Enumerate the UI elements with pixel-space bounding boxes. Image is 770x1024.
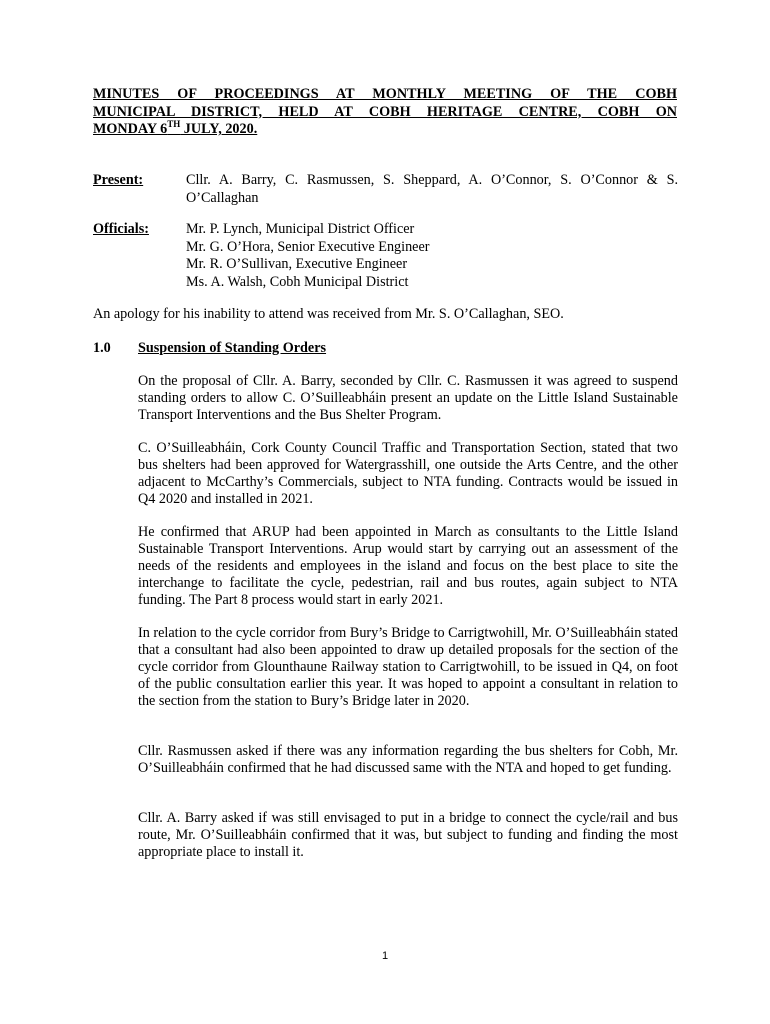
- title-date-prefix: MONDAY 6: [93, 121, 168, 137]
- apology-text: An apology for his inability to attend was received from Mr. S. O’Callaghan, SEO.: [93, 306, 564, 322]
- title-line-2: MUNICIPAL DISTRICT, HELD AT COBH HERITAGE CENTRE, COBH ON: [93, 103, 677, 120]
- present-list: [186, 172, 678, 207]
- title-date-suffix: TH: [167, 119, 181, 129]
- official-item: Ms. A. Walsh, Cobh Municipal District: [186, 273, 409, 290]
- official-item: Mr. R. O’Sullivan, Executive Engineer: [186, 256, 408, 272]
- paragraph-6: Cllr. A. Barry asked if was still envisaged to put in a bridge to connect the cycle/rail and bus route, Mr. O’Suilleabháin confirmed that it was, but subject to funding and finding the most appropriate place to install it.: [138, 810, 678, 861]
- paragraph-1: On the proposal of Cllr. A. Barry, seconded by Cllr. C. Rasmussen it was agreed to suspend standing orders to allow C. O’Suilleabháin present an update on the Little Island Sustainable Transport Interventions and the Bus Shelter Program.: [138, 373, 678, 424]
- official-item: Mr. P. Lynch, Municipal District Officer: [186, 221, 415, 237]
- title-line-3: [93, 121, 677, 139]
- title-date-rest: JULY, 2020.: [180, 121, 258, 137]
- page-number: 1: [381, 950, 389, 962]
- section-number: 1.0: [93, 340, 111, 356]
- present-label: Present:: [93, 172, 144, 188]
- document-title: [93, 86, 677, 139]
- section-title: Suspension of Standing Orders: [138, 340, 327, 356]
- title-line-1: MINUTES OF PROCEEDINGS AT MONTHLY MEETING OF THE COBH: [93, 86, 677, 102]
- present-line-2: O’Callaghan: [186, 189, 259, 206]
- paragraph-5: Cllr. Rasmussen asked if there was any information regarding the bus shelters for Cobh, Mr. O’Suilleabháin confirmed that he had discussed same with the NTA and hoped to get funding.: [138, 743, 678, 777]
- present-line-1: Cllr. A. Barry, C. Rasmussen, S. Sheppard, A. O’Connor, S. O’Connor & S.: [186, 172, 678, 188]
- paragraph-3: He confirmed that ARUP had been appointed in March as consultants to the Little Island Sustainable Transport Interventions. Arup would start by carrying out an assessment of the needs of the residents and employees in the island and focus on the best place to site the interchange to facilitate the cycle, pedestrian, rail and bus routes, again subject to NTA funding. The Part 8 process would start in early 2021.: [138, 524, 678, 609]
- official-item: Mr. G. O’Hora, Senior Executive Engineer: [186, 238, 430, 255]
- paragraph-4: In relation to the cycle corridor from Bury’s Bridge to Carrigtwohill, Mr. O’Suilleabháin stated that a consultant had also been appointed to draw up detailed proposals for the section of the cycle corridor from Glounthaune Railway station to Carrigtwohill, to be issued in Q4, on foot of the public consultation earlier this year. It was hoped to appoint a consultant in relation to the section from the station to Bury’s Bridge later in 2020.: [138, 625, 678, 710]
- officials-list: [186, 221, 678, 291]
- paragraph-2: C. O’Suilleabháin, Cork County Council Traffic and Transportation Section, stated that two bus shelters had been approved for Watergrasshill, one outside the Arts Centre, and the other adjacent to McCarthy’s Commercials, subject to NTA funding. Contracts would be issued in Q4 2020 and installed in 2021.: [138, 440, 678, 508]
- officials-label: Officials:: [93, 221, 149, 237]
